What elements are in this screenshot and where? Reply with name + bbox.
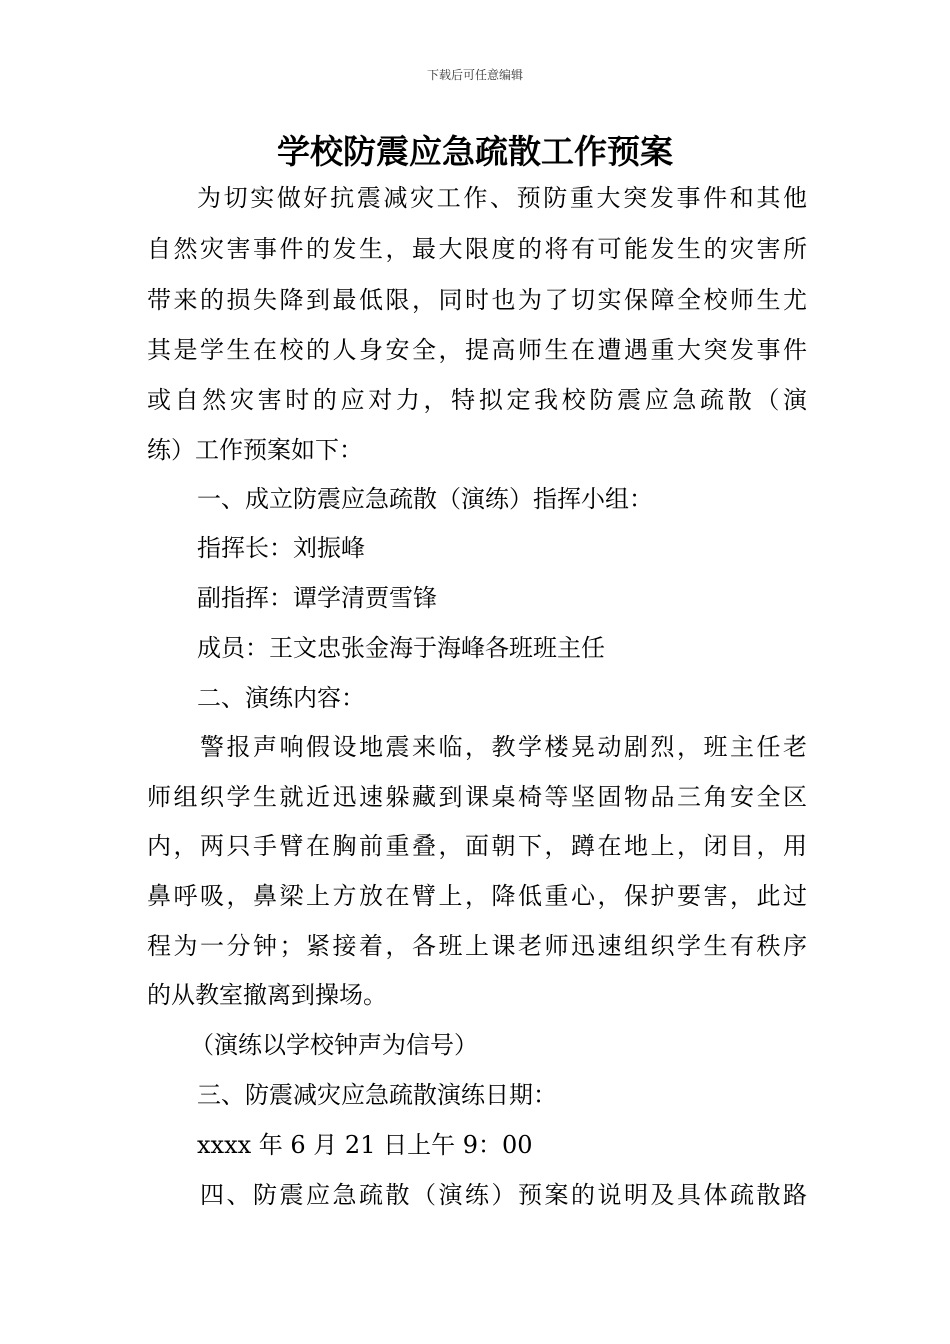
paragraph-line: 或自然灾害时的应对力，特拟定我校防震应急疏散（演 bbox=[147, 386, 807, 414]
paragraph-line: 其是学生在校的人身安全，提高师生在遭遇重大突发事件 bbox=[147, 336, 807, 364]
members-line: 成员：王文忠张金海于海峰各班班主任 bbox=[197, 634, 605, 662]
paragraph-line: 师组织学生就近迅速躲藏到课桌椅等坚固物品三角安全区 bbox=[147, 783, 807, 811]
paragraph-line: 自然灾害事件的发生，最大限度的将有可能发生的灾害所 bbox=[147, 235, 807, 263]
section-heading-4: 四、防震应急疏散（演练）预案的说明及具体疏散路 bbox=[200, 1181, 807, 1209]
commander-line: 指挥长：刘振峰 bbox=[197, 534, 365, 562]
drill-date: xxxx 年 6 月 21 日上午 9：00 bbox=[197, 1131, 533, 1159]
paragraph-line: 练）工作预案如下： bbox=[147, 436, 363, 464]
paragraph-line: 程为一分钟；紧接着，各班上课老师迅速组织学生有秩序 bbox=[147, 932, 807, 960]
section-heading-3: 三、防震减灾应急疏散演练日期： bbox=[197, 1081, 557, 1109]
signal-note: （演练以学校钟声为信号） bbox=[190, 1031, 478, 1059]
section-heading-2: 二、演练内容： bbox=[197, 684, 365, 712]
deputy-commander-line: 副指挥：谭学清贾雪锋 bbox=[197, 584, 437, 612]
paragraph-line: 的从教室撤离到操场。 bbox=[147, 981, 387, 1009]
header-note: 下载后可任意编辑 bbox=[426, 68, 523, 82]
paragraph-line: 内，两只手臂在胸前重叠，面朝下，蹲在地上，闭目，用 bbox=[147, 832, 807, 860]
paragraph-line: 为切实做好抗震减灾工作、预防重大突发事件和其他 bbox=[197, 184, 807, 212]
paragraph-line: 警报声响假设地震来临，教学楼晃动剧烈，班主任老 bbox=[200, 733, 807, 761]
section-heading-1: 一、成立防震应急疏散（演练）指挥小组： bbox=[197, 485, 653, 513]
paragraph-line: 鼻呼吸，鼻梁上方放在臂上，降低重心，保护要害，此过 bbox=[147, 882, 807, 910]
paragraph-line: 带来的损失降到最低限，同时也为了切实保障全校师生尤 bbox=[147, 286, 807, 314]
document-title: 学校防震应急疏散工作预案 bbox=[277, 132, 673, 171]
